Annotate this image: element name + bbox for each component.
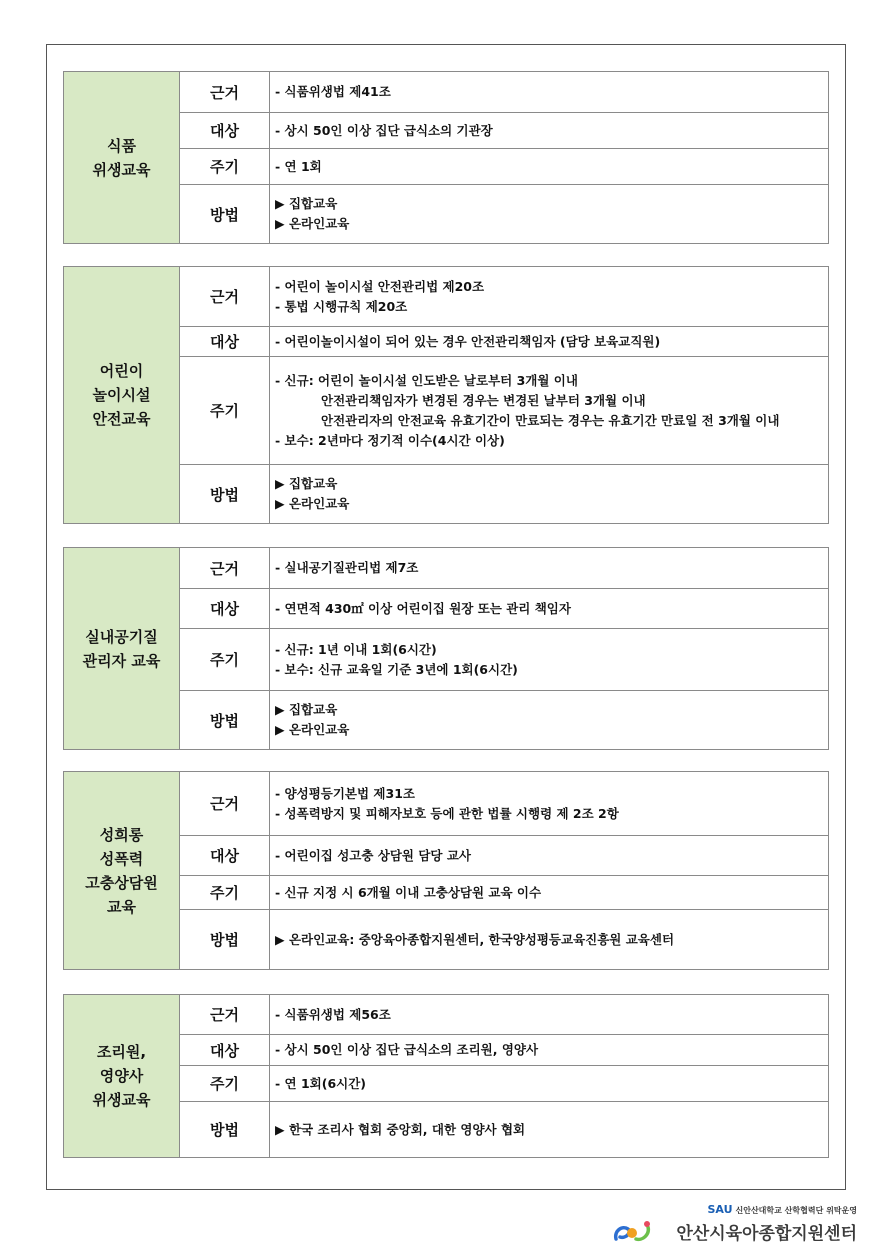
education-table-food-hygiene [63,71,829,244]
category-cell: 성희롱 성폭력 고충상담원 교육 [64,772,180,970]
row-value: - 식품위생법 제41조 [270,72,829,113]
logo-subtitle: SAU 신안산대학교 산학협력단 위탁운영 [707,1203,857,1216]
sau-logo-mark: SAU [707,1203,733,1216]
row-value: - 신규 지정 시 6개월 이내 고충상담원 교육 이수 [270,876,829,910]
row-label: 대상 [180,1035,270,1066]
row-value: - 어린이집 성고충 상담원 담당 교사 [270,836,829,876]
row-label: 근거 [180,772,270,836]
row-value: ▶ 온라인교육: 중앙육아종합지원센터, 한국양성평등교육진흥원 교육센터 [270,910,829,970]
row-value: - 실내공기질관리법 제7조 [270,548,829,589]
row-value: - 신규: 어린이 놀이시설 인도받은 날로부터 3개월 이내 안전관리책임자가 변경된 경우는 변경된 날부터 3개월 이내 안전관리자의 안전교육 유효기간이 만료되는 경우는 유효기간 만료일 전 3개월 이내 - 보수: 2년마다 정기적 이수(4시간 이상) [270,357,829,465]
row-value: - 상시 50인 이상 집단 급식소의 기관장 [270,113,829,149]
row-label: 근거 [180,72,270,113]
row-label: 방법 [180,1102,270,1158]
center-emblem-icon [612,1217,654,1245]
education-table-playground-safety [63,266,829,524]
row-label: 대상 [180,836,270,876]
category-cell: 조리원, 영양사 위생교육 [64,995,180,1158]
education-table-indoor-air [63,547,829,750]
row-value: ▶ 집합교육 ▶ 온라인교육 [270,185,829,244]
education-table-harassment-counselor [63,771,829,970]
row-value: ▶ 집합교육 ▶ 온라인교육 [270,465,829,524]
row-value: - 어린이놀이시설이 되어 있는 경우 안전관리책임자 (담당 보육교직원) [270,327,829,357]
row-value: - 연면적 430㎡ 이상 어린이집 원장 또는 관리 책임자 [270,589,829,629]
row-label: 방법 [180,465,270,524]
row-label: 방법 [180,691,270,750]
row-value: - 신규: 1년 이내 1회(6시간) - 보수: 신규 교육일 기준 3년에 1회(6시간) [270,629,829,691]
row-value: ▶ 한국 조리사 협회 중앙회, 대한 영양사 협회 [270,1102,829,1158]
row-label: 주기 [180,876,270,910]
row-value: - 어린이 놀이시설 안전관리법 제20조 - 통법 시행규칙 제20조 [270,267,829,327]
row-label: 대상 [180,113,270,149]
row-value: - 상시 50인 이상 집단 급식소의 조리원, 영양사 [270,1035,829,1066]
row-value: - 식품위생법 제56조 [270,995,829,1035]
category-cell: 어린이 놀이시설 안전교육 [64,267,180,524]
row-label: 대상 [180,589,270,629]
row-label: 근거 [180,267,270,327]
row-label: 주기 [180,1066,270,1102]
category-cell: 식품 위생교육 [64,72,180,244]
education-table-cook-nutritionist [63,994,829,1158]
category-cell: 실내공기질 관리자 교육 [64,548,180,750]
row-label: 근거 [180,995,270,1035]
center-logo [612,1203,857,1247]
row-label: 주기 [180,629,270,691]
row-label: 방법 [180,185,270,244]
row-label: 대상 [180,327,270,357]
row-label: 방법 [180,910,270,970]
row-label: 주기 [180,357,270,465]
row-value: ▶ 집합교육 ▶ 온라인교육 [270,691,829,750]
row-value: - 연 1회(6시간) [270,1066,829,1102]
row-value: - 연 1회 [270,149,829,185]
row-label: 근거 [180,548,270,589]
row-value: - 양성평등기본법 제31조 - 성폭력방지 및 피해자보호 등에 관한 법률 시행령 제 2조 2항 [270,772,829,836]
logo-title: 안산시육아종합지원센터 [676,1224,857,1244]
row-label: 주기 [180,149,270,185]
